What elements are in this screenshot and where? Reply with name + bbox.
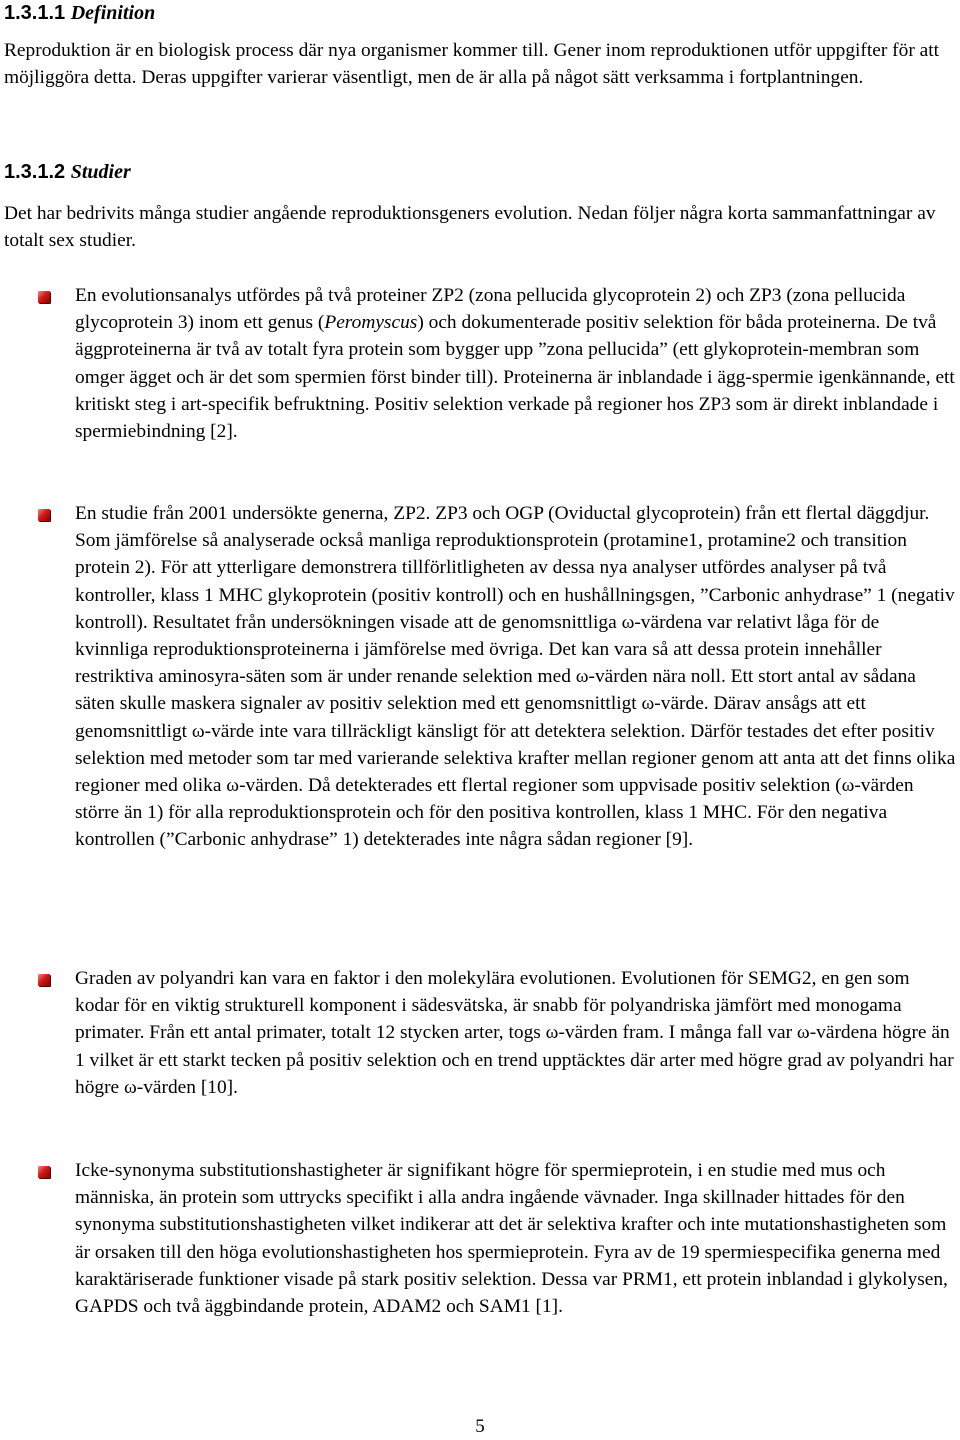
heading-title: Studier <box>70 161 131 183</box>
heading-number: 1.3.1.2 <box>4 161 66 183</box>
genus-name: Peromyscus <box>324 312 418 334</box>
heading-studier <box>4 159 131 185</box>
heading-number: 1.3.1.1 <box>4 2 66 24</box>
bullet-icon <box>38 291 50 303</box>
heading-definition <box>4 0 155 26</box>
bullet-icon <box>38 1166 50 1178</box>
list-item-text: Graden av polyandri kan vara en faktor i den molekylära evolutionen. Evolutionen för SEMG2, en gen som kodar för en viktig strukturell komponent i sädesvätska, är snabb för polyandriska jämfört med monogama primater. Från ett antal primater, totalt 12 stycken arter, togs ω-värden fram. I många fall var ω-värdena högre än 1 vilket är ett starkt tecken på positiv selektion och en trend upptäcktes där arter med högre grad av polyandri har högre ω-värden [10]. <box>75 968 954 1098</box>
bullet-icon <box>38 974 50 986</box>
bullet-icon <box>38 509 50 521</box>
list-item-text: En evolutionsanalys utfördes på två proteiner ZP2 (zona pellucida glycoprotein 2) och ZP3 (zona pellucida glycoprotein 3) inom ett genus (Peromyscus) och dokumenterade positiv selektion för båda proteinerna. De två äggproteinerna är två av totalt fyra protein som bygger upp ”zona pellucida” (ett glykoprotein-membran som omger ägget och är det som spermien först binder till). Proteinerna är inblandade i ägg-spermie igenkännande, ett kritiskt steg i art-specifik befruktning. Positiv selektion verkade på regioner hos ZP3 som är direkt inblandade i spermiebindning [2]. <box>75 285 955 443</box>
studier-paragraph: Det har bedrivits många studier angående reproduktionsgeners evolution. Nedan följer några korta sammanfattningar av totalt sex studier. <box>4 203 936 251</box>
definition-paragraph: Reproduktion är en biologisk process där nya organismer kommer till. Gener inom reproduktionen utför uppgifter för att möjliggöra detta. Deras uppgifter varierar väsentligt, men de är alla på något sätt verksamma i fortplantningen. <box>4 40 940 88</box>
list-item-text: Icke-synonyma substitutionshastigheter är signifikant högre för spermieprotein, i en studie med mus och människa, än protein som uttrycks specifikt i alla andra ingående vävnader. Inga skillnader hittades för den synonyma substitutionshastigheten vilket indikerar att det är selektiva krafter och inte mutationshastigheten som är orsaken till den höga evolutionshastigheten hos spermieprotein. Fyra av de 19 spermiespecifika generna med karaktäriserade funktioner visade på stark positiv selektion. Dessa var PRM1, ett protein inblandad i glykolysen, GAPDS och två äggbindande protein, ADAM2 och SAM1 [1]. <box>75 1160 948 1318</box>
list-item-text: En studie från 2001 undersökte generna, ZP2. ZP3 och OGP (Oviductal glycoprotein) från ett flertal däggdjur. Som jämförelse så analyserade också manliga reproduktionsprotein (protamine1, protamine2 och transition protein 2). För att ytterligare demonstrera tillförlitligheten av dessa nya analyser utfördes analyser på två kontroller, klass 1 MHC glykoprotein (positiv kontroll) och en hushållningsgen, ”Carbonic anhydrase” 1 (negativ kontroll). Resultatet från undersökningen visade att de genomsnittliga ω-värdena var relativt låga för de kvinnliga reproduktionsproteinerna i jämförelse med övriga. Det kan vara så att dessa protein innehåller restriktiva aminosyra-säten som är under renande selektion med ω-värden nära noll. Ett stort antal av sådana säten skulle maskera signaler av positiv selektion med ett genomsnittligt ω-värde. Därav ansågs att ett genomsnittligt ω-värde inte vara tillräckligt känsligt för att detektera selektion. Därför testades det efter positiv selektion med metoder som tar med varierande selektiva krafter mellan regioner genom att anta att det finns olika regioner med olika ω-värden. Då detekterades ett flertal regioner som uppvisade positiv selektion (ω-värden större än 1) för alla reproduktionsprotein och för den positiva kontrollen, klass 1 MHC. För den negativa kontrollen (”Carbonic anhydrase” 1) detekterades inte några sådan regioner [9]. <box>75 503 956 851</box>
heading-title: Definition <box>70 2 156 24</box>
page-number: 5 <box>475 1416 485 1437</box>
